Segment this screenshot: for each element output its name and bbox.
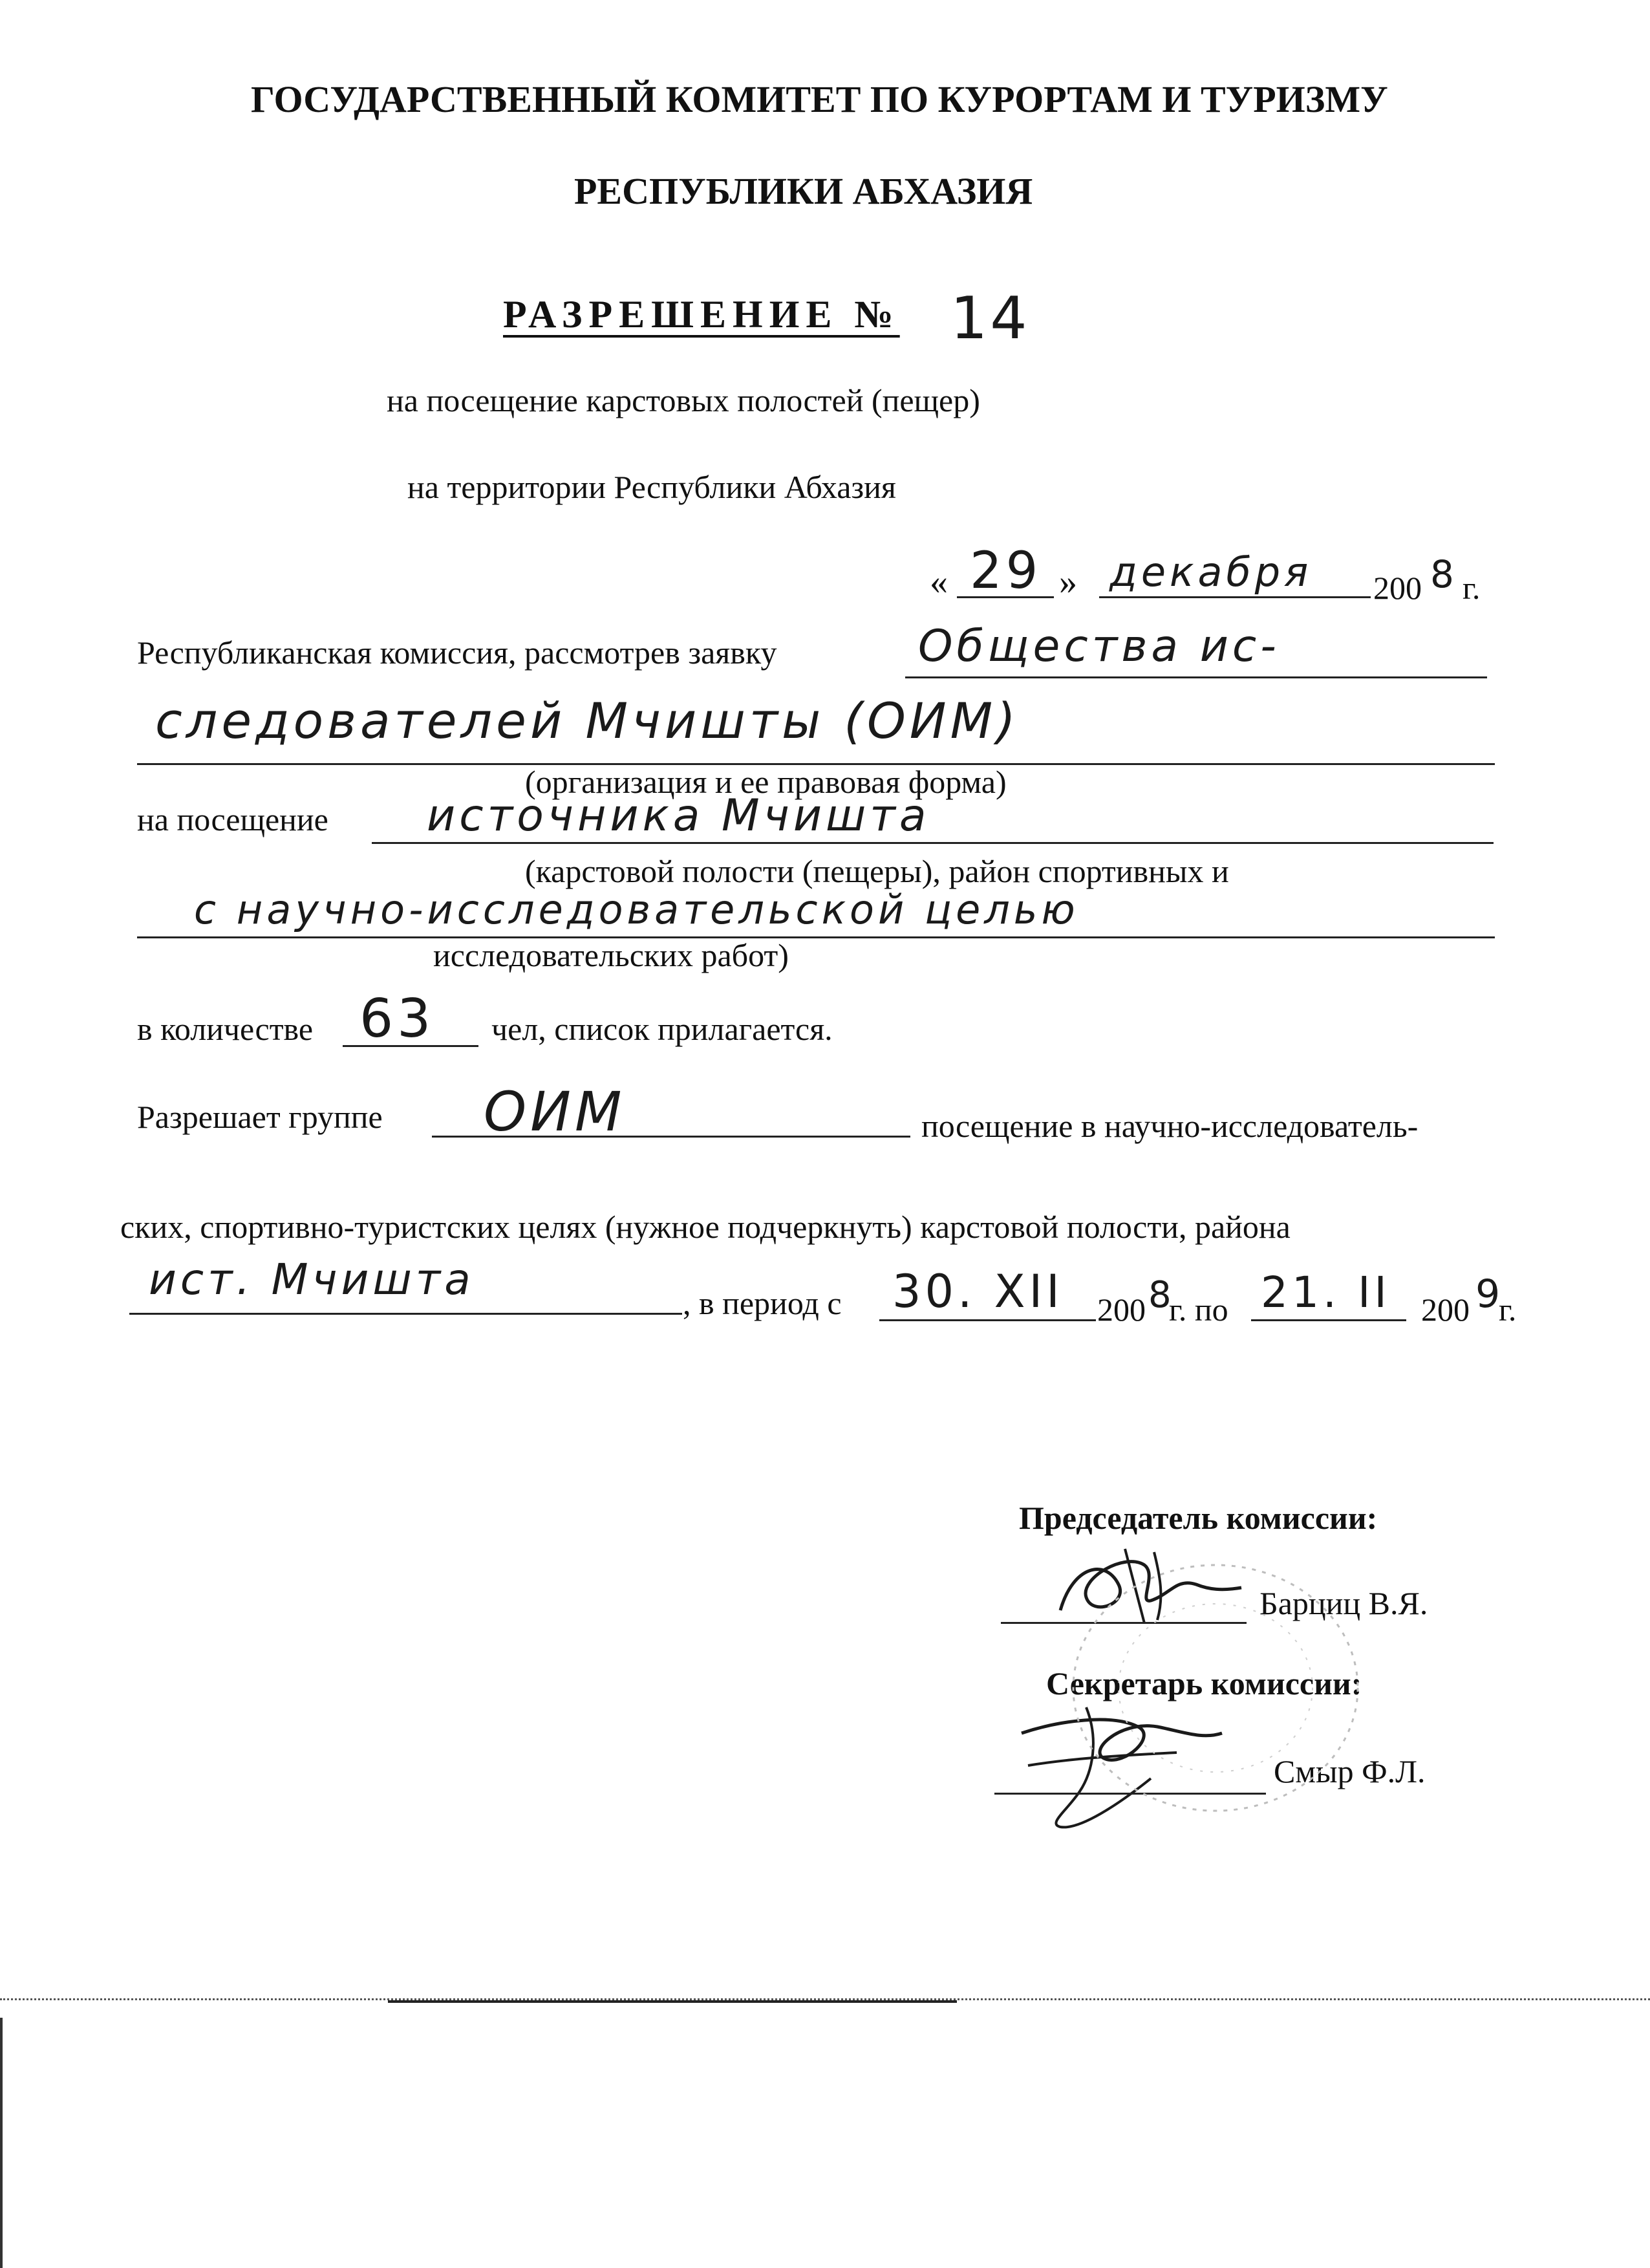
district-underline <box>129 1313 682 1315</box>
date-year-prefix: 200 <box>1373 570 1422 606</box>
to-year-prefix: 200 <box>1421 1291 1470 1328</box>
date-day-underline <box>957 596 1054 598</box>
purpose-underline <box>137 936 1495 938</box>
permit-number: 14 <box>950 285 1030 352</box>
group-underline <box>432 1136 910 1138</box>
secretary-title: Секретарь комиссии: <box>1046 1665 1362 1701</box>
period-label: , в период с <box>683 1285 842 1321</box>
date-year-unit: г. <box>1462 570 1481 606</box>
quantity-suffix: чел, список прилагается. <box>491 1011 833 1047</box>
cave-caption-1: (карстовой полости (пещеры), район спортивных и <box>525 853 1229 889</box>
applicant-line-1: Общества ис- <box>918 621 1280 672</box>
group-label: Разрешает группе <box>137 1099 383 1135</box>
org-caption: (организация и ее правовая форма) <box>525 764 1007 800</box>
chair-title: Председатель комиссии: <box>1019 1500 1378 1536</box>
commission-label: Республиканская комиссия, рассмотрев заявку <box>137 634 777 671</box>
header-line-1: ГОСУДАРСТВЕННЫЙ КОМИТЕТ ПО КУРОРТАМ И ТУРИЗМУ <box>251 78 1388 120</box>
period-to-underline <box>1251 1319 1406 1321</box>
purpose-line: ских, спортивно-туристских целях (нужное подчеркнуть) карстовой полости, района <box>120 1209 1291 1245</box>
group-suffix: посещение в научно-исследователь- <box>921 1108 1419 1144</box>
subtitle-line-1: на посещение карстовых полостей (пещер) <box>387 382 980 418</box>
purpose-value: с научно-исследовательской целью <box>194 886 1079 933</box>
date-close-quote: » <box>1059 562 1077 602</box>
applicant-line-2: следователей Мчишты (ОИМ) <box>155 692 1020 750</box>
to-label: г. по <box>1169 1291 1228 1328</box>
scan-dark-line <box>388 2000 957 2003</box>
to-year-unit: г. <box>1499 1291 1517 1328</box>
visit-label: на посещение <box>137 801 328 837</box>
from-year-suffix: 8 <box>1148 1274 1175 1316</box>
from-year-prefix: 200 <box>1097 1291 1146 1328</box>
quantity-underline <box>343 1045 478 1047</box>
date-month-underline <box>1099 596 1371 598</box>
applicant-line-1-underline <box>905 676 1487 678</box>
subtitle-line-2: на территории Республики Абхазия <box>407 469 896 505</box>
period-to: 21. II <box>1261 1268 1391 1317</box>
period-from: 30. XII <box>892 1265 1064 1318</box>
header-line-2: РЕСПУБЛИКИ АБХАЗИЯ <box>574 170 1033 212</box>
period-from-underline <box>879 1319 1096 1321</box>
date-open-quote: « <box>930 562 948 602</box>
secretary-name: Смыр Ф.Л. <box>1274 1753 1426 1789</box>
cave-name-underline <box>372 842 1494 844</box>
stamp-seal <box>1060 1552 1371 1824</box>
scan-edge-left <box>0 2018 3 2268</box>
chair-name: Барциц В.Я. <box>1259 1585 1428 1621</box>
quantity-label: в количестве <box>137 1011 314 1047</box>
cave-name: источника Мчишта <box>427 790 930 841</box>
document-title: РАЗРЕШЕНИЕ № <box>503 293 900 336</box>
date-month: декабря <box>1109 548 1312 596</box>
group-value: ОИМ <box>484 1080 626 1143</box>
date-year-suffix: 8 <box>1430 552 1458 596</box>
to-year-suffix: 9 <box>1475 1271 1505 1317</box>
district-value: ист. Мчишта <box>149 1255 475 1304</box>
date-day: 29 <box>970 542 1042 600</box>
quantity-value: 63 <box>359 988 435 1050</box>
cave-caption-2: исследовательских работ) <box>433 937 789 973</box>
